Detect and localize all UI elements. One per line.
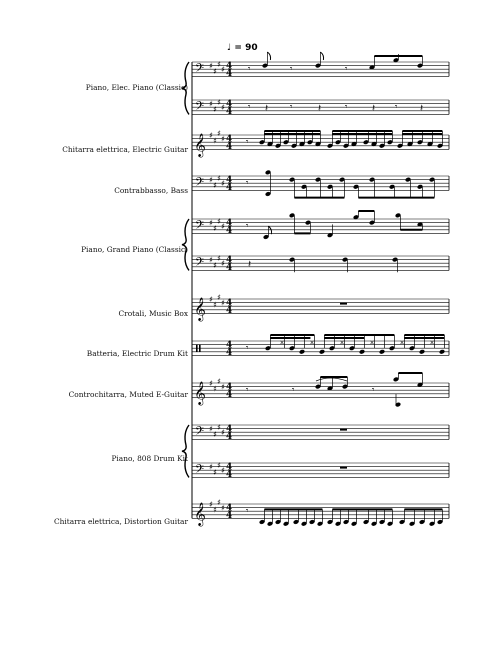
whole-rest-icon (340, 303, 347, 305)
notehead (319, 349, 325, 354)
time-signature-bottom: 4 (226, 510, 233, 521)
eighth-rest-icon: 𝄾 (248, 102, 251, 113)
notehead (417, 140, 423, 145)
time-signature-bottom: 4 (226, 182, 233, 193)
time-signature-top: 4 (226, 255, 233, 266)
notehead (379, 143, 385, 148)
piano-brace (182, 425, 189, 477)
sharp-icon: ♯ (213, 468, 217, 477)
notehead (369, 220, 375, 225)
sharp-icon: ♯ (221, 259, 225, 269)
notehead (309, 520, 315, 525)
whole-rest-icon (340, 467, 347, 469)
notehead (315, 63, 321, 68)
time-signature-top: 4 (226, 340, 233, 351)
eighth-rest-icon: 𝄾 (246, 137, 249, 148)
notehead (275, 143, 281, 148)
time-signature-top: 4 (226, 175, 233, 186)
notehead (351, 521, 357, 526)
eighth-rest-icon: 𝄾 (246, 178, 249, 189)
quarter-rest-icon: 𝄽 (265, 102, 269, 114)
sharp-icon: ♯ (213, 67, 217, 76)
sharp-icon: ♯ (209, 424, 213, 434)
cymbal-note: × (429, 339, 435, 347)
sharp-icon: ♯ (221, 503, 225, 513)
flag (267, 52, 270, 60)
whole-rest-icon (340, 429, 347, 431)
notehead (289, 177, 295, 182)
cymbal-note: × (339, 339, 345, 347)
notehead (409, 346, 415, 351)
notehead (349, 346, 355, 351)
flag (268, 226, 271, 234)
notehead (389, 184, 395, 189)
time-signature-bottom: 4 (226, 68, 233, 79)
eighth-rest-icon: 𝄾 (395, 102, 398, 113)
sharp-icon: ♯ (213, 224, 217, 233)
sharp-icon: ♯ (221, 298, 225, 308)
sharp-icon: ♯ (221, 466, 225, 476)
flag (320, 52, 323, 60)
eighth-rest-icon: 𝄾 (292, 385, 295, 396)
notehead (283, 140, 289, 145)
cymbal-note: × (399, 339, 405, 347)
notehead (267, 521, 273, 526)
time-signature-top: 4 (226, 298, 233, 309)
sharp-icon: ♯ (217, 216, 221, 226)
cymbal-note: × (309, 339, 315, 347)
notehead (265, 346, 271, 351)
notehead (289, 257, 295, 262)
instrument-label-bass: Contrabbasso, Bass (114, 186, 188, 195)
notehead (307, 140, 313, 145)
instrument-label-music-box: Crotali, Music Box (118, 309, 188, 318)
notehead (262, 63, 268, 68)
treble-clef-icon: 𝄞 (194, 501, 206, 526)
notehead (327, 520, 333, 525)
sharp-icon: ♯ (217, 498, 221, 508)
sharp-icon: ♯ (221, 179, 225, 189)
sharp-icon: ♯ (217, 293, 221, 303)
sharp-icon: ♯ (217, 253, 221, 263)
time-signature-top: 4 (226, 382, 233, 393)
notehead (327, 184, 333, 189)
sharp-icon: ♯ (209, 500, 213, 509)
sharp-icon: ♯ (217, 173, 221, 183)
bass-clef-icon: 𝄢 (195, 175, 205, 192)
time-signature-top: 4 (226, 134, 233, 145)
notehead (343, 520, 349, 525)
notehead (335, 521, 341, 526)
notehead (393, 377, 399, 382)
sharp-icon: ♯ (217, 422, 221, 432)
notehead (342, 384, 348, 389)
notehead (289, 346, 295, 351)
treble-clef-icon: 𝄞 (194, 380, 206, 405)
quarter-rest-icon: 𝄽 (248, 258, 252, 270)
time-signature-bottom: 4 (226, 262, 233, 273)
notehead (299, 349, 305, 354)
notehead (395, 213, 401, 218)
bass-clef-icon: 𝄢 (195, 424, 205, 441)
notehead (397, 143, 403, 148)
treble-clef-icon: 𝄞 (194, 132, 206, 157)
sharp-icon: ♯ (209, 462, 213, 472)
instrument-label-muted-guitar: Controchitarra, Muted E-Guitar (68, 390, 188, 399)
time-signature-bottom: 4 (226, 389, 233, 400)
eighth-rest-icon: 𝄾 (345, 102, 348, 113)
time-signature-top: 4 (226, 424, 233, 435)
notehead (263, 235, 269, 240)
sharp-icon: ♯ (213, 136, 217, 146)
notehead (379, 520, 385, 525)
eighth-rest-icon: 𝄾 (246, 221, 249, 232)
sharp-icon: ♯ (213, 384, 217, 394)
notehead (419, 349, 425, 354)
eighth-rest-icon: 𝄾 (290, 64, 293, 75)
sharp-icon: ♯ (209, 175, 213, 185)
time-signature-bottom: 4 (226, 431, 233, 442)
eighth-rest-icon: 𝄾 (345, 64, 348, 75)
quarter-rest-icon: 𝄽 (420, 102, 424, 114)
sharp-icon: ♯ (213, 430, 217, 439)
eighth-rest-icon: 𝄾 (246, 506, 249, 517)
notehead (259, 140, 265, 145)
notehead (429, 177, 435, 182)
notehead (439, 349, 445, 354)
quarter-rest-icon: 𝄽 (318, 102, 322, 114)
notehead (291, 143, 297, 148)
notehead (371, 521, 377, 526)
notehead (353, 184, 359, 189)
tempo-value: = 90 (234, 43, 258, 53)
sharp-icon: ♯ (217, 377, 221, 387)
sharp-icon: ♯ (213, 505, 217, 515)
sharp-icon: ♯ (209, 218, 213, 228)
notehead (339, 177, 345, 182)
time-signature-bottom: 4 (226, 225, 233, 236)
percussion-clef-icon (196, 345, 198, 352)
notehead (387, 140, 393, 145)
sharp-icon: ♯ (221, 134, 225, 144)
bass-clef-icon: 𝄢 (195, 99, 205, 116)
notehead (429, 521, 435, 526)
time-signature-bottom: 4 (226, 347, 233, 358)
sharp-icon: ♯ (209, 131, 213, 140)
notehead (389, 346, 395, 351)
bass-clef-icon: 𝄢 (195, 218, 205, 235)
percussion-clef-icon (199, 345, 201, 352)
eighth-rest-icon: 𝄾 (246, 343, 249, 354)
notehead (335, 140, 341, 145)
eighth-rest-icon: 𝄾 (246, 385, 249, 396)
instrument-label-distortion-guitar: Chitarra elettrica, Distortion Guitar (53, 517, 188, 526)
time-signature-bottom: 4 (226, 106, 233, 117)
notehead (342, 257, 348, 262)
notehead (315, 177, 321, 182)
time-signature-top: 4 (226, 462, 233, 473)
sharp-icon: ♯ (221, 428, 225, 438)
notehead (417, 184, 423, 189)
time-signature-bottom: 4 (226, 141, 233, 152)
notehead (315, 384, 321, 389)
quarter-note-icon: ♩ (227, 43, 232, 53)
sharp-icon: ♯ (209, 379, 213, 388)
notehead (363, 520, 369, 525)
treble-clef-icon: 𝄞 (194, 296, 206, 321)
sharp-icon: ♯ (217, 460, 221, 470)
notehead (327, 143, 333, 148)
notehead (369, 177, 375, 182)
sharp-icon: ♯ (209, 61, 213, 71)
notehead (329, 346, 335, 351)
time-signature-bottom: 4 (226, 305, 233, 316)
notehead (437, 520, 443, 525)
time-signature-bottom: 4 (226, 469, 233, 480)
instrument-label-grand-piano: Piano, Grand Piano (Classic) (81, 245, 188, 254)
notehead (275, 520, 281, 525)
notehead (363, 140, 369, 145)
piano-brace (182, 219, 189, 270)
sharp-icon: ♯ (209, 295, 213, 304)
time-signature-top: 4 (226, 61, 233, 72)
notehead (289, 213, 295, 218)
sharp-icon: ♯ (217, 129, 221, 139)
sharp-icon: ♯ (221, 222, 225, 232)
sharp-icon: ♯ (217, 97, 221, 107)
eighth-rest-icon: 𝄾 (372, 385, 375, 396)
cymbal-note: × (369, 339, 375, 347)
notehead (359, 349, 365, 354)
eighth-rest-icon: 𝄾 (248, 64, 251, 75)
notehead (437, 143, 443, 148)
cymbal-note: × (279, 339, 285, 347)
piano-brace (182, 62, 189, 114)
sharp-icon: ♯ (221, 382, 225, 392)
sharp-icon: ♯ (213, 300, 217, 310)
sharp-icon: ♯ (213, 261, 217, 270)
notehead (379, 349, 385, 354)
notehead (259, 520, 265, 525)
notehead (343, 143, 349, 148)
notehead (409, 521, 415, 526)
notehead (293, 520, 299, 525)
instrument-label-drum-kit: Batteria, Electric Drum Kit (86, 349, 188, 358)
bass-clef-icon: 𝄢 (195, 61, 205, 78)
notehead (265, 170, 271, 175)
notehead (419, 520, 425, 525)
notehead (301, 184, 307, 189)
notehead (417, 63, 423, 68)
eighth-rest-icon: 𝄾 (290, 102, 293, 113)
notehead (283, 521, 289, 526)
time-signature-top: 4 (226, 99, 233, 110)
instrument-label-808-drum-kit: Piano, 808 Drum Kit (111, 454, 188, 463)
time-signature-top: 4 (226, 218, 233, 229)
sharp-icon: ♯ (221, 103, 225, 113)
notehead (305, 220, 311, 225)
bass-clef-icon: 𝄢 (195, 462, 205, 479)
sharp-icon: ♯ (213, 105, 217, 114)
notehead (301, 521, 307, 526)
sharp-icon: ♯ (213, 181, 217, 190)
sharp-icon: ♯ (209, 255, 213, 265)
sharp-icon: ♯ (209, 99, 213, 109)
notehead (392, 257, 398, 262)
notehead (399, 520, 405, 525)
notehead (387, 521, 393, 526)
instrument-label-elec-piano: Piano, Elec. Piano (Classic) (85, 83, 188, 92)
sharp-icon: ♯ (221, 65, 225, 75)
notehead (405, 177, 411, 182)
bass-clef-icon: 𝄢 (195, 255, 205, 272)
instrument-label-electric-guitar: Chitarra elettrica, Electric Guitar (62, 145, 188, 154)
time-signature-top: 4 (226, 503, 233, 514)
notehead (317, 521, 323, 526)
notehead (265, 192, 271, 197)
quarter-rest-icon: 𝄽 (372, 102, 376, 114)
sharp-icon: ♯ (217, 59, 221, 69)
